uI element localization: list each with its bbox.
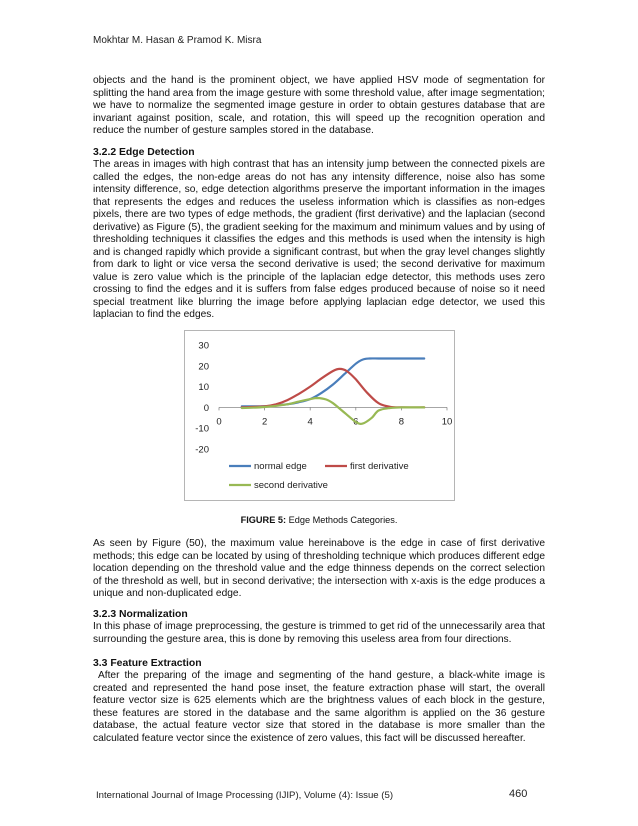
figure-caption xyxy=(93,515,545,525)
x-tick-label: 6 xyxy=(353,416,359,428)
page-number: 460 xyxy=(509,788,528,800)
paragraph-text: The areas in images with high contrast that has an intensity jump between the connected pixels are called the edges, the non-edge areas do not has any intensity difference, noise also has some intensity difference, so, edge detection algorithms preserve the important information in the images that represents the edges and reduces the useless information which is classifies as non-edges pixels, there are two types of edge methods, the gradient (first derivative) and the laplacian (second derivative) as Figure (5), the gradient seeking for the maximum and minimum values and by using of thresholding techniques it classifies the edges and this methods is used when the intensity is high and is changed rapidly which provide a significant contrast, but when the gray level changes slightly from dark to light or vice versa the second derivative is used; the second derivative for maximum value is zero value which is the principle of the laplacian edge detector, this methods uses zero crossing to find the edges and it is suffers from false edges produced because of noise so it need special treatment like blurring the image before applying laplacian edge detector, we used this laplacian to find the edges. xyxy=(93,159,545,320)
legend-label-second-derivative: second derivative xyxy=(254,480,328,491)
heading-normalization xyxy=(93,608,545,621)
y-tick-label: -20 xyxy=(195,444,209,456)
paragraph-figure-discussion xyxy=(93,538,545,601)
paragraph-text: After the preparing of the image and segmenting of the hand gesture, a black-white image is created and represented the hand pose inset, the feature extraction phase will start, the overall feature vector size is 625 elements which are the brightness values of each block in the gesture, these features are stored in the database and the same algorithm is applied on the 36 gesture database, the actual feature vector size that stored in the database is more smaller than the calculated feature vector since the existence of zero values, this fact will be discussed hereafter. xyxy=(93,670,548,744)
paragraph-normalization xyxy=(93,621,545,646)
x-tick-label: 4 xyxy=(307,416,313,428)
paragraph-segmentation xyxy=(93,75,545,138)
x-tick-label: 2 xyxy=(261,416,268,428)
figure-caption-text: Edge Methods Categories. xyxy=(286,515,398,525)
figure-label: FIGURE 5: xyxy=(240,515,287,525)
edge-methods-chart xyxy=(184,330,455,501)
y-tick-label: 0 xyxy=(203,402,209,414)
series-line-normal-edge xyxy=(242,358,424,406)
series-line-second-derivative xyxy=(242,398,424,424)
x-tick-label: 10 xyxy=(441,416,453,428)
legend-label-normal-edge: normal edge xyxy=(254,461,307,472)
y-tick-label: 10 xyxy=(198,382,209,394)
y-tick-label: 20 xyxy=(198,361,209,373)
paragraph-text: As seen by Figure (50), the maximum value hereinabove is the edge in case of first derivative methods; this edge can be located by using of thresholding technique which produces different edge location depending on the threshold value and the edge thinness depends on the correct selection of the threshold as well, but in second derivative; the intersection with x-axis is the edge produces a unique and non-duplicated edge. xyxy=(93,538,545,599)
section-heading: 3.3 Feature Extraction xyxy=(93,658,202,669)
paragraph-text: objects and the hand is the prominent object, we have applied HSV mode of segmentation for splitting the hand area from the image gesture with some threshold value, after image segmentation; we have to normalize the segmented image gesture in order to obtain gestures database that are invariant against position, scale, and rotation, this will speed up the recognition operation and reduce the number of gesture samples stored in the database. xyxy=(93,75,545,136)
heading-edge-detection xyxy=(93,146,545,159)
running-header-authors: Mokhtar M. Hasan & Pramod K. Misra xyxy=(93,35,262,46)
y-tick-label: -10 xyxy=(195,423,209,435)
legend-label-first-derivative: first derivative xyxy=(350,461,409,472)
series-line-first-derivative xyxy=(242,369,424,408)
paragraph-text: In this phase of image preprocessing, the gesture is trimmed to get rid of the unnecessarily area that surrounding the gesture area, this is done by removing this useless area from four directions. xyxy=(93,621,545,645)
x-tick-label: 8 xyxy=(398,416,405,428)
heading-feature-extraction xyxy=(93,657,545,670)
section-heading: 3.2.2 Edge Detection xyxy=(93,147,195,158)
paragraph-edge-detection xyxy=(93,159,545,322)
x-tick-label: 0 xyxy=(216,416,222,428)
footer-journal: International Journal of Image Processing (IJIP), Volume (4): Issue (5) xyxy=(96,790,394,801)
section-heading: 3.2.3 Normalization xyxy=(93,609,188,620)
chart-svg xyxy=(185,331,456,502)
y-tick-label: 30 xyxy=(198,340,209,352)
paragraph-feature-extraction xyxy=(93,670,548,745)
